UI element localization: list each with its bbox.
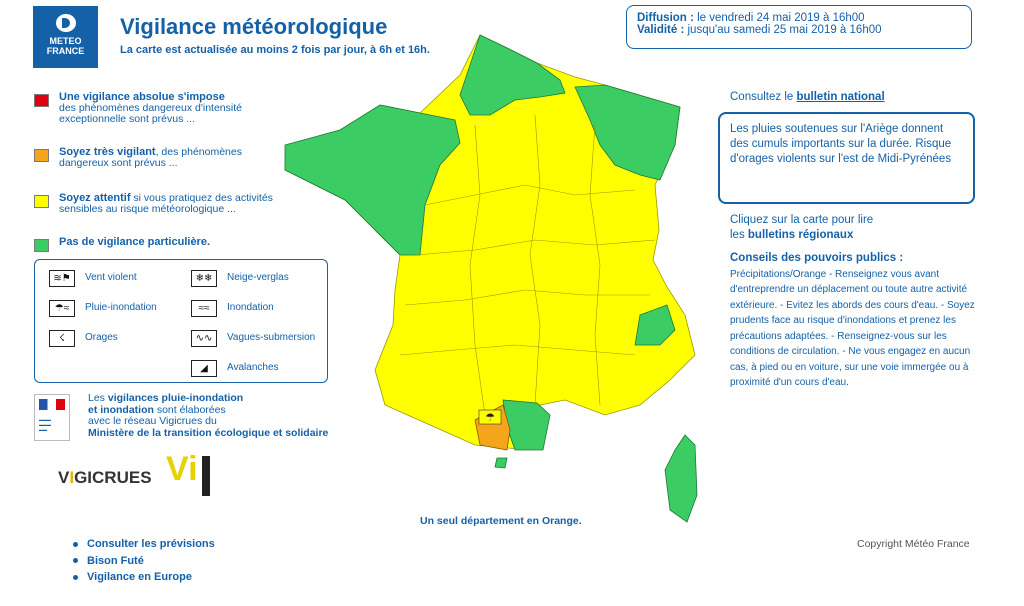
link-vigilance-europe[interactable]: Vigilance en Europe: [73, 569, 215, 586]
legend-yellow-bold: Soyez attentif: [59, 192, 131, 204]
avalanche-icon: ◢: [191, 360, 217, 377]
national-bulletin: Consultez le bulletin national: [730, 91, 885, 103]
map-corsica[interactable]: [665, 435, 697, 522]
vigicrues-note: Les vigilances pluie-inondation et inondation sont élaborées avec le réseau Vigicrues du Ministère de la transition écologique et solidaire: [88, 392, 329, 439]
legend-pluie: ☂≈ Pluie-inondation: [49, 302, 157, 313]
thunderstorm-icon: ☇: [49, 330, 75, 347]
advice-title: Conseils des pouvoirs publics :: [730, 252, 904, 264]
meteo-france-logo[interactable]: [33, 6, 98, 68]
legend-vagues: ∿∿ Vagues-submersion: [191, 332, 315, 343]
legend-vent: ≋⚑ Vent violent: [49, 272, 137, 283]
vigilance-map[interactable]: [275, 25, 715, 525]
orange-swatch: [34, 149, 49, 162]
meteo-france-logo-icon: [56, 14, 76, 32]
link-previsions[interactable]: Consulter les prévisions: [73, 536, 215, 553]
flood-icon: ≈≈: [191, 300, 217, 317]
logo-line2: FRANCE: [46, 46, 85, 56]
ministry-logo[interactable]: ▬▬▬ ▬▬▬ ▬▬: [34, 394, 70, 441]
legend-green-bold: Pas de vigilance particulière.: [59, 236, 211, 248]
logo-line1: METEO: [49, 36, 82, 46]
bulletin-summary-box: Les pluies soutenues sur l'Ariège donnent des cumuls importants sur la durée. Risque d'orages violents sur l'est de Midi-Pyrénées: [718, 112, 975, 204]
map-andorra: [495, 458, 507, 468]
legend-orange-text: , des phénomènes dangereux sont prévus ...: [59, 146, 242, 169]
legend-red: [34, 92, 274, 125]
regional-bulletins-link[interactable]: bulletins régionaux: [747, 229, 854, 241]
vigicrues-logo[interactable]: VIGICRUES: [58, 468, 152, 487]
copyright: Copyright Météo France: [857, 538, 970, 550]
french-flag-icon: [39, 399, 65, 410]
advice-text: Précipitations/Orange - Renseignez vous avant d'entreprendre un déplacement ou toute autre activité extérieure. - Evitez les abords des cours d'eau. - Soyez prudents face au risque d'inondations et prenez les précautions adaptées. - Renseignez-vous sur les conditions de circulation. - Ne vous engagez en aucun cas, à pied ou en voiture, sur une voie immergée ou à proximité d'un cours d'eau.: [730, 268, 975, 388]
legend-avalanches: ◢ Avalanches: [191, 362, 279, 373]
bottom-links: [73, 536, 215, 586]
legend-red-bold: Une vigilance absolue s'impose: [59, 91, 225, 103]
link-bison-fute[interactable]: Bison Futé: [73, 553, 215, 570]
legend-orange-bold: Soyez très vigilant: [59, 146, 156, 158]
legend-neige: ❄❄ Neige-verglas: [191, 272, 289, 283]
public-advice: [730, 251, 980, 391]
legend-inondation: ≈≈ Inondation: [191, 302, 274, 313]
legend-yellow-text: si vous pratiquez des activités sensibles au risque météorologique ...: [59, 192, 273, 215]
wave-icon: ∿∿: [191, 330, 217, 347]
marker-icon: [202, 456, 210, 496]
wind-icon: ≋⚑: [49, 270, 75, 287]
diffusion-label: Diffusion :: [637, 12, 694, 24]
diffusion-value: le vendredi 24 mai 2019 à 16h00: [697, 12, 865, 24]
legend-orages: ☇ Orages: [49, 332, 118, 343]
validite-value: jusqu'au samedi 25 mai 2019 à 16h00: [687, 24, 882, 36]
page-title: Vigilance météorologique: [120, 14, 388, 39]
storm-marker-icon[interactable]: [479, 410, 501, 424]
national-bulletin-link[interactable]: bulletin national: [796, 91, 885, 103]
yellow-swatch: [34, 195, 49, 208]
legend-green: [34, 237, 274, 248]
map-note: Un seul département en Orange.: [420, 515, 582, 527]
legend-orange: [34, 147, 274, 169]
legend-red-text: des phénomènes dangereux d'intensité exceptionnelle sont prévus ...: [59, 102, 242, 125]
svg-text:☂: ☂: [485, 411, 495, 424]
vigicrues-vi-logo[interactable]: Vi: [166, 450, 198, 489]
green-swatch: [34, 239, 49, 252]
validite-label: Validité :: [637, 24, 685, 36]
page-subtitle: La carte est actualisée au moins 2 fois par jour, à 6h et 16h.: [120, 44, 430, 56]
red-swatch: [34, 94, 49, 107]
snowflake-icon: ❄❄: [191, 270, 217, 287]
rain-flood-icon: ☂≈: [49, 300, 75, 317]
regional-bulletins: Cliquez sur la carte pour lire les bulletins régionaux: [730, 214, 874, 241]
legend-yellow: [34, 193, 274, 215]
